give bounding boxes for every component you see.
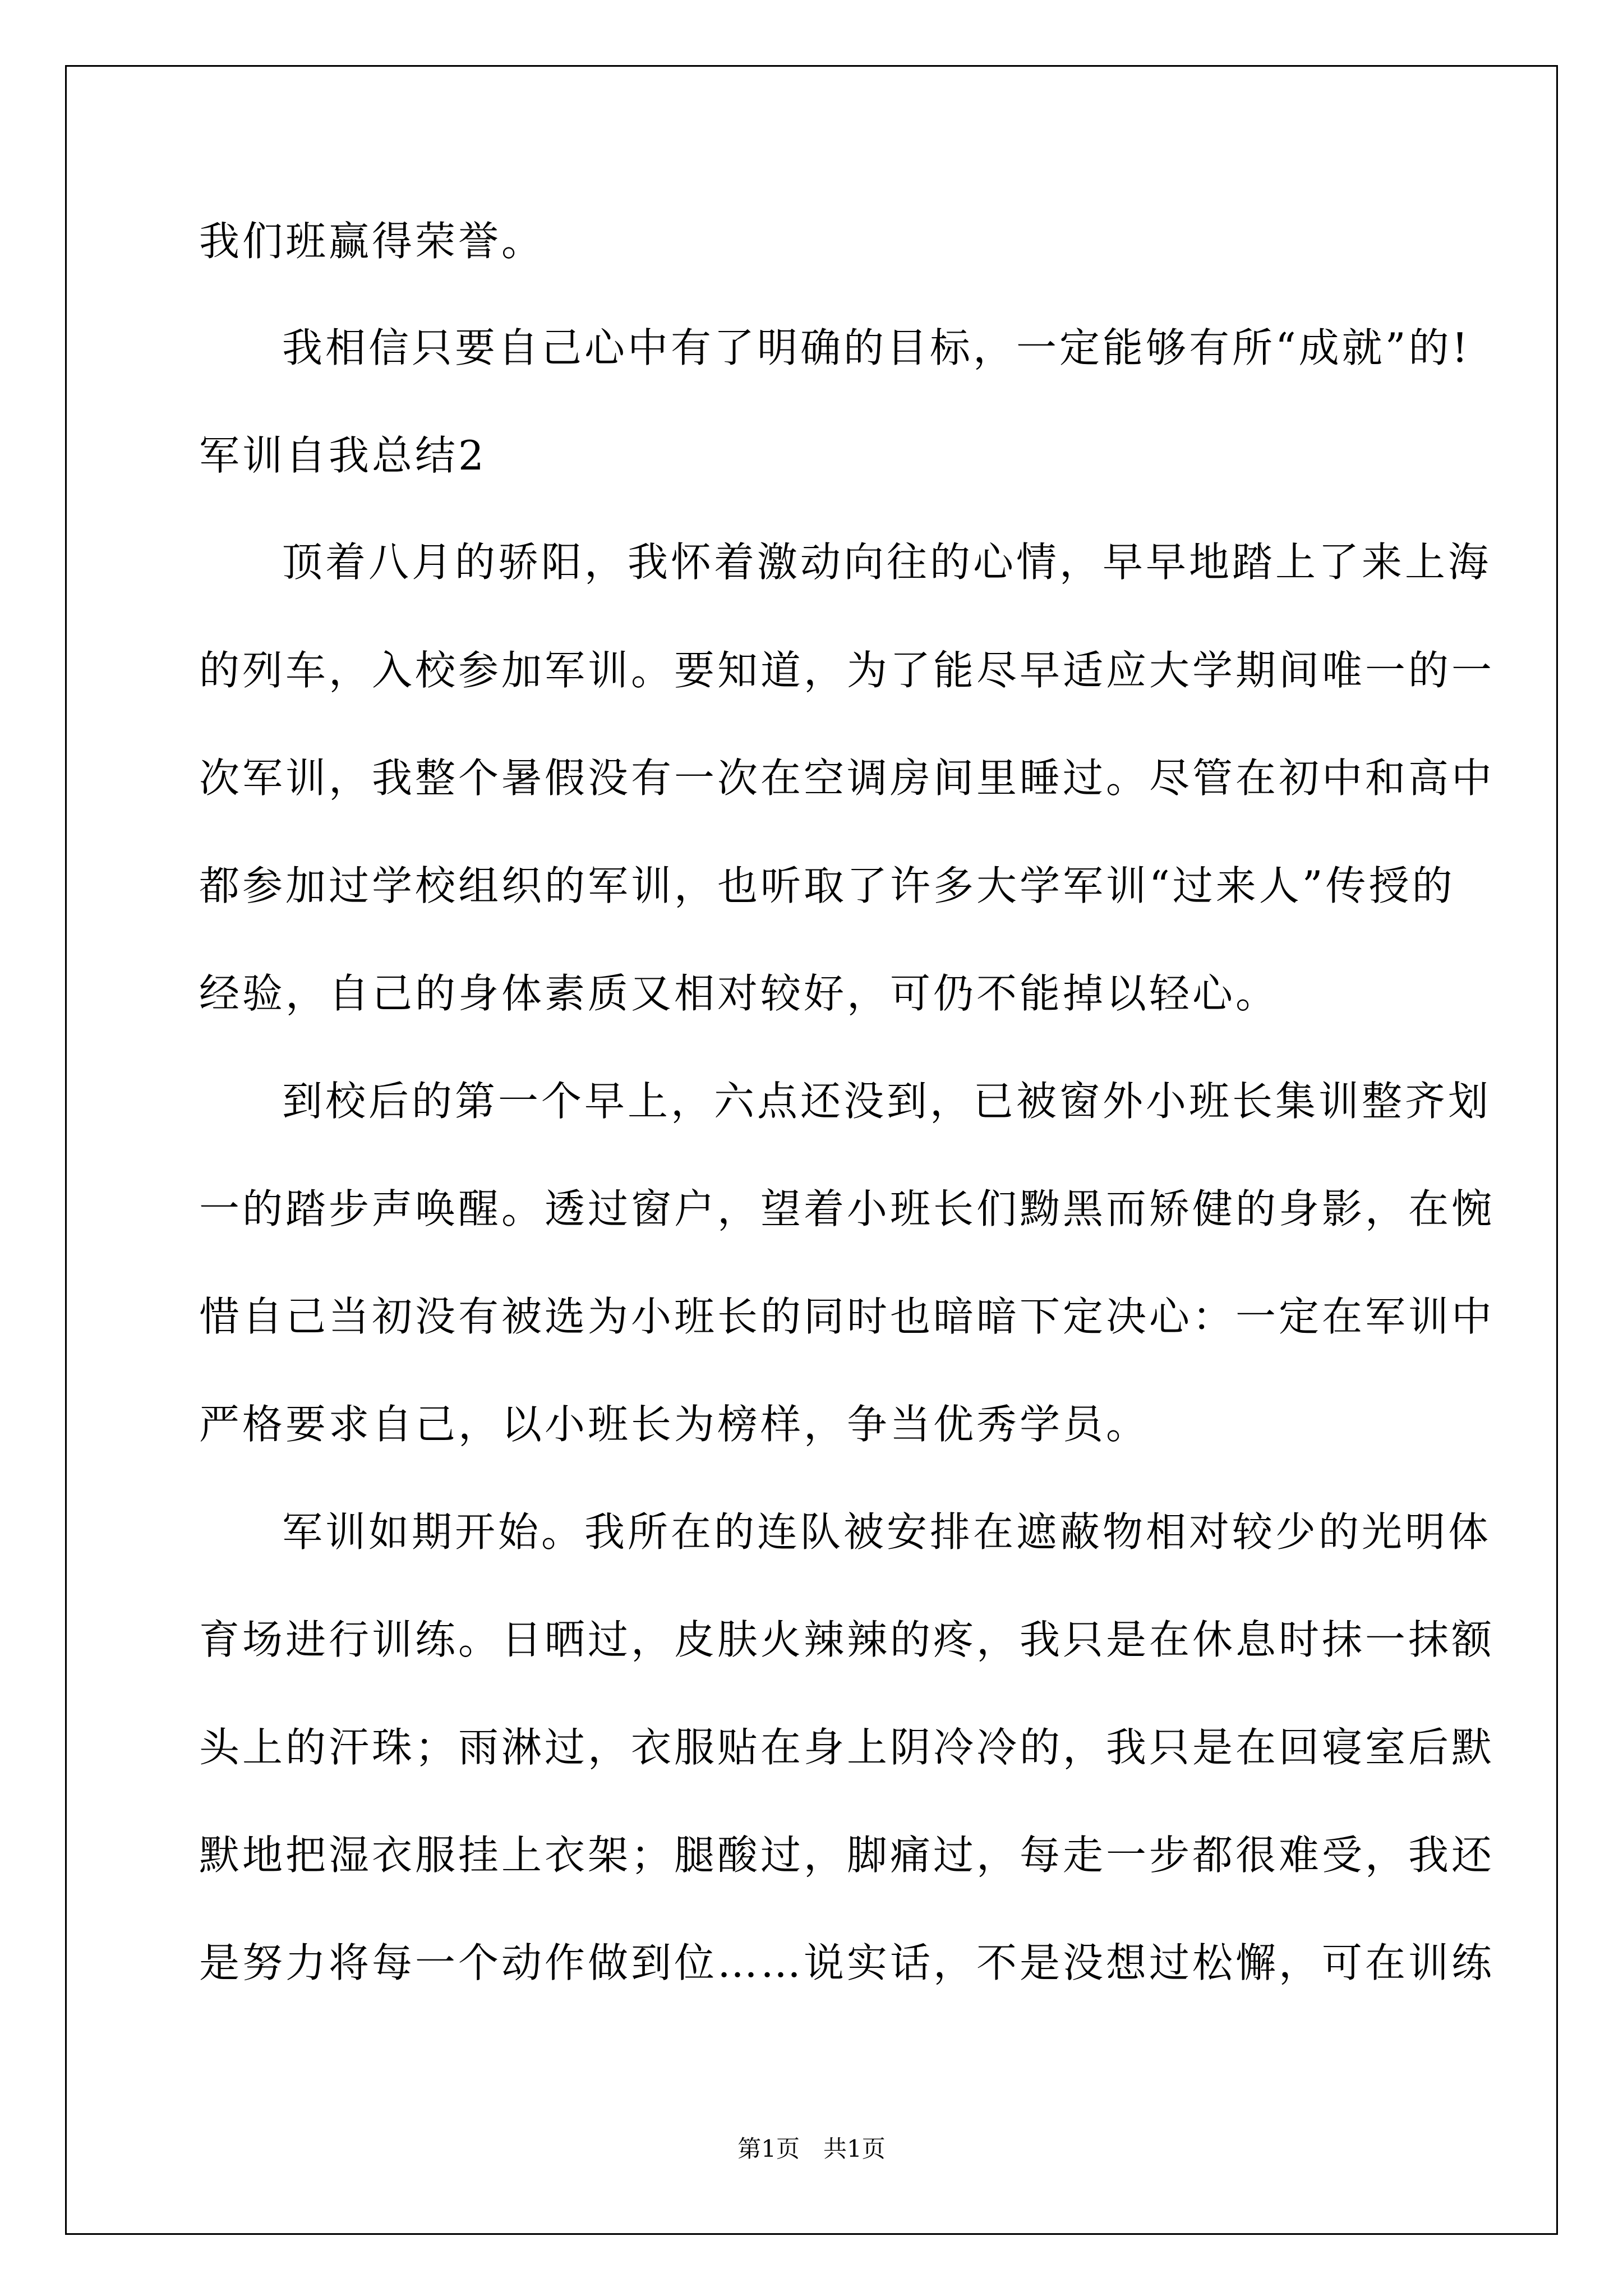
text-line: 次军训，我整个暑假没有一次在空调房间里睡过。尽管在初中和高中 bbox=[199, 754, 1495, 802]
text-line: 一的踏步声唤醒。透过窗户，望着小班长们黝黑而矫健的身影，在惋 bbox=[199, 1185, 1495, 1232]
text-line: 军训如期开始。我所在的连队被安排在遮蔽物相对较少的光明体 bbox=[282, 1508, 1492, 1556]
text-line: 育场进行训练。日晒过，皮肤火辣辣的疼，我只是在休息时抹一抹额 bbox=[199, 1616, 1495, 1663]
text-line: 默地把湿衣服挂上衣架；腿酸过，脚痛过，每走一步都很难受，我还 bbox=[199, 1832, 1495, 1879]
page-border bbox=[65, 65, 1558, 2235]
text-line: 到校后的第一个早上，六点还没到，已被窗外小班长集训整齐划 bbox=[282, 1078, 1492, 1125]
page-number-footer: 第1页 共1页 bbox=[737, 2135, 886, 2162]
text-line: 的列车，入校参加军训。要知道，为了能尽早适应大学期间唯一的一 bbox=[199, 647, 1495, 694]
text-line: 我们班赢得荣誉。 bbox=[199, 218, 545, 265]
text-line: 头上的汗珠；雨淋过，衣服贴在身上阴冷冷的，我只是在回寝室后默 bbox=[199, 1724, 1495, 1771]
text-line: 严格要求自己，以小班长为榜样，争当优秀学员。 bbox=[199, 1401, 1150, 1448]
text-line: 经验，自己的身体素质又相对较好，可仍不能掉以轻心。 bbox=[199, 970, 1279, 1017]
section-heading: 军训自我总结2 bbox=[199, 432, 487, 479]
text-line: 我相信只要自己心中有了明确的目标，一定能够有所“成就”的! bbox=[282, 324, 1471, 371]
text-line: 惜自己当初没有被选为小班长的同时也暗暗下定决心：一定在军训中 bbox=[199, 1293, 1495, 1340]
text-line: 是努力将每一个动作做到位……说实话，不是没想过松懈，可在训练 bbox=[199, 1939, 1495, 1986]
text-line: 顶着八月的骄阳，我怀着激动向往的心情，早早地踏上了来上海 bbox=[282, 539, 1492, 586]
text-line: 都参加过学校组织的军训，也听取了许多大学军训“过来人”传授的 bbox=[199, 862, 1455, 909]
